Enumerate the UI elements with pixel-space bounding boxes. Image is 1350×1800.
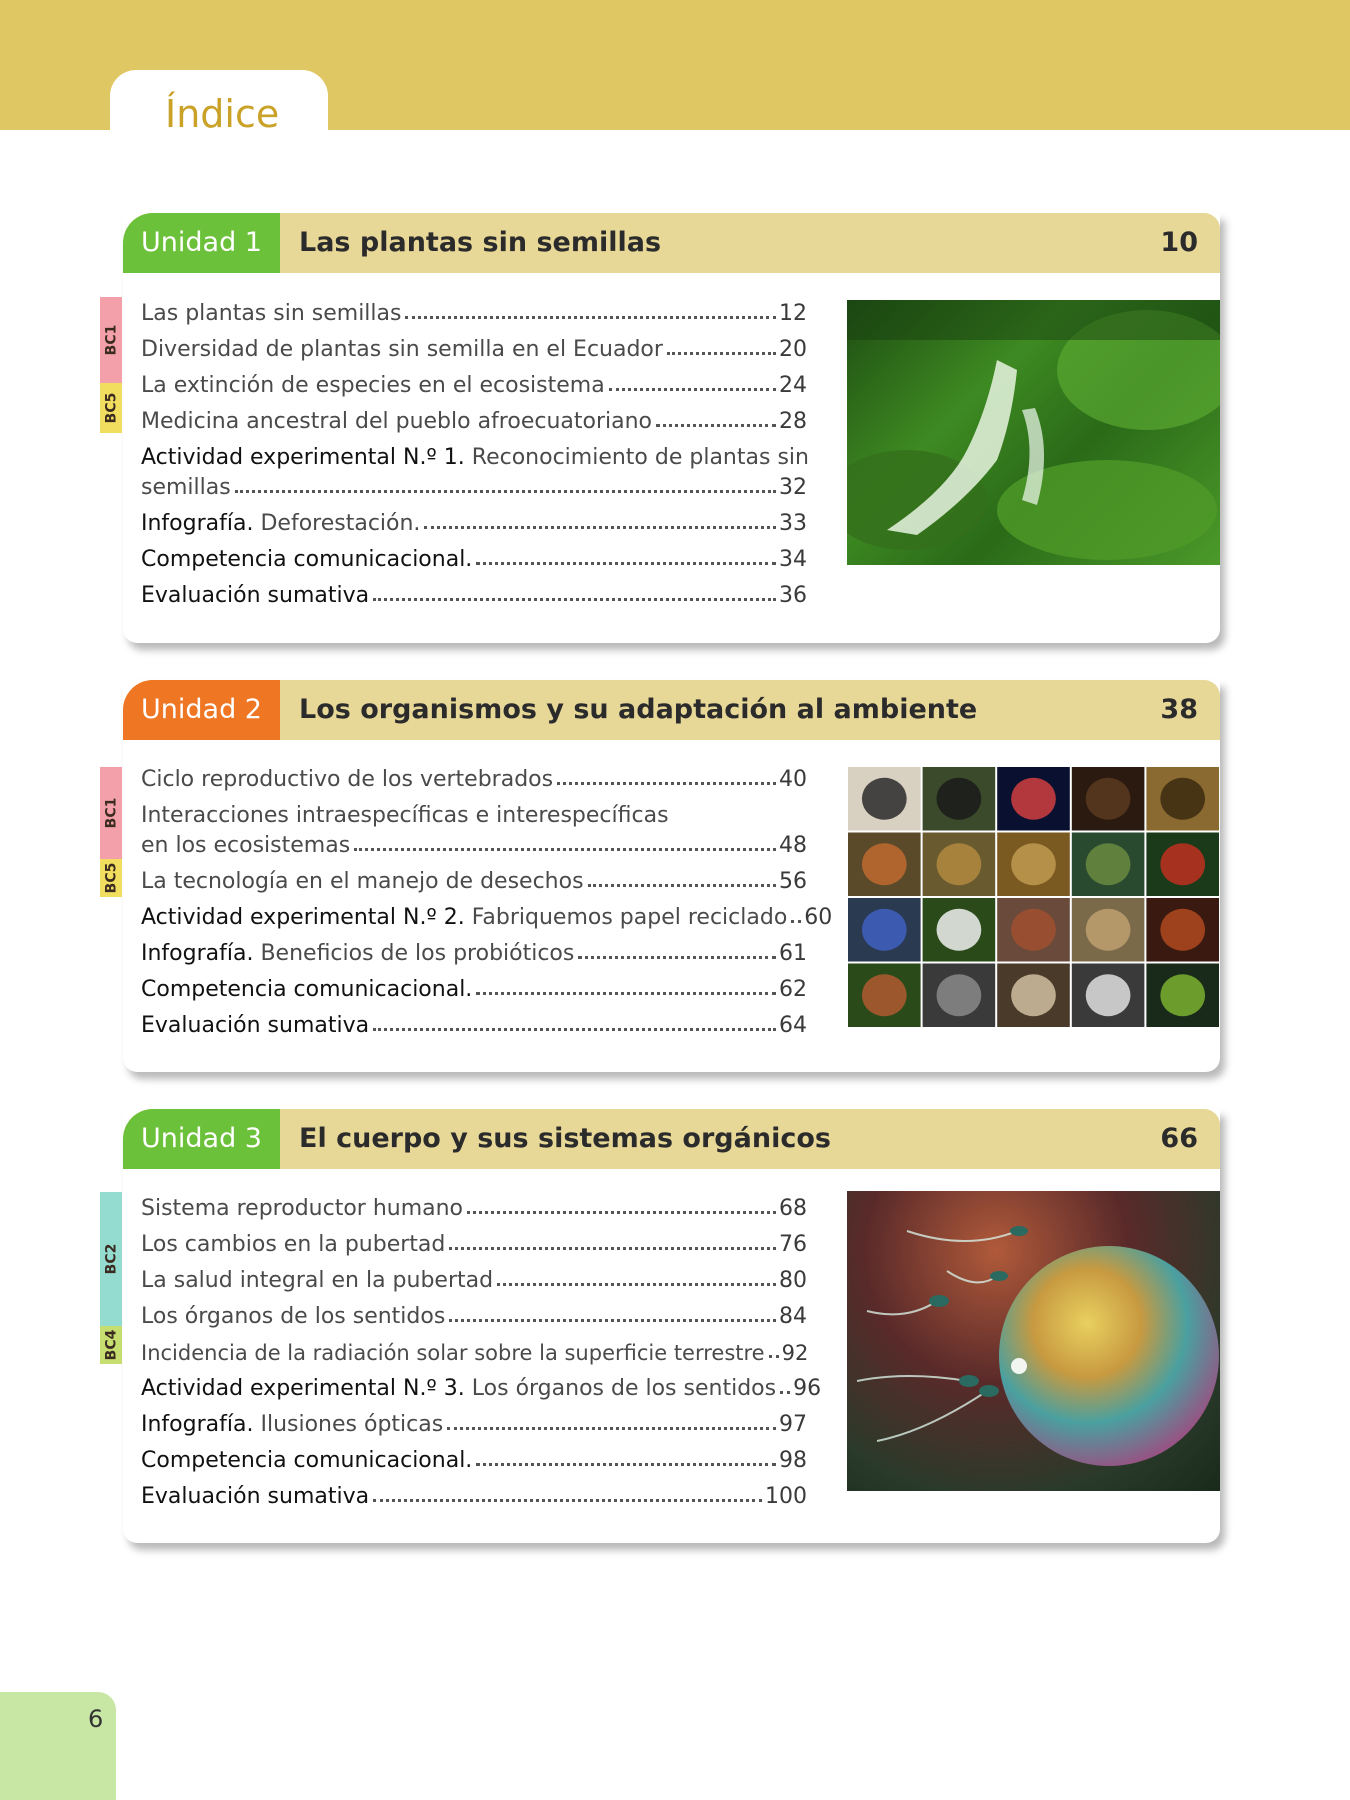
unit-3-header (123, 1109, 1220, 1169)
toc-entry[interactable]: Actividad experimental N.º 1. Reconocimiento de plantas sin semillas 32 (141, 445, 809, 500)
toc-entry[interactable]: Incidencia de la radiación solar sobre la superficie terrestre 92 (141, 1341, 809, 1365)
unit-3-label: Unidad 3 (123, 1109, 280, 1169)
fertilization-illustration (847, 1191, 1220, 1491)
forest-waterfall-photo (847, 300, 1220, 565)
bc1-label: BC1 (103, 324, 119, 356)
unit-3-page: 66 (1160, 1123, 1198, 1154)
toc-entry[interactable]: Evaluación sumativa 100 (141, 1484, 807, 1509)
unit-1-block-bar (100, 297, 122, 433)
toc-entry[interactable]: Actividad experimental N.º 3. Los órganos de los sentidos 96 (141, 1376, 822, 1401)
unit-3-block-bar (100, 1192, 122, 1364)
page-title: Índice (165, 92, 280, 136)
unit-1-header (123, 213, 1220, 273)
unit-2-header (123, 680, 1220, 740)
toc-entry[interactable]: Infografía. Ilusiones ópticas 97 (141, 1412, 807, 1437)
unit-2-block-bar (100, 767, 122, 897)
toc-entry[interactable]: Ciclo reproductivo de los vertebrados 40 (141, 767, 807, 792)
toc-entry[interactable]: Las plantas sin semillas 12 (141, 301, 807, 326)
toc-entry[interactable]: Competencia comunicacional. 34 (141, 547, 807, 572)
toc-entry[interactable]: La extinción de especies en el ecosistema 24 (141, 373, 807, 398)
toc-entry[interactable]: Sistema reproductor humano 68 (141, 1196, 807, 1221)
bc5-label: BC5 (103, 862, 119, 894)
unit-1-title: Las plantas sin semillas (299, 227, 662, 258)
toc-entry[interactable]: Infografía. Deforestación. 33 (141, 511, 807, 536)
bc5-label: BC5 (103, 392, 119, 424)
toc-entry[interactable]: La tecnología en el manejo de desechos 56 (141, 869, 807, 894)
toc-entry[interactable]: Competencia comunicacional. 62 (141, 977, 807, 1002)
unit-1-label: Unidad 1 (123, 213, 280, 273)
unit-3-title: El cuerpo y sus sistemas orgánicos (299, 1123, 831, 1154)
toc-entry[interactable]: Diversidad de plantas sin semilla en el Ecuador 20 (141, 337, 807, 362)
toc-entry[interactable]: Interacciones intraespecíficas e interespecíficas en los ecosistemas 48 (141, 803, 807, 858)
unit-2-label: Unidad 2 (123, 680, 280, 740)
bc1-label: BC1 (103, 797, 119, 829)
unit-2-title: Los organismos y su adaptación al ambiente (299, 694, 978, 725)
toc-entry[interactable]: Actividad experimental N.º 2. Fabriquemos papel reciclado 60 (141, 905, 833, 930)
toc-entry[interactable]: Medicina ancestral del pueblo afroecuatoriano 28 (141, 409, 807, 434)
unit-1-page: 10 (1160, 227, 1198, 258)
bc2-label: BC2 (103, 1243, 119, 1275)
toc-entry[interactable]: La salud integral en la pubertad 80 (141, 1268, 807, 1293)
toc-entry[interactable]: Evaluación sumativa 36 (141, 583, 807, 608)
page-number: 6 (88, 1705, 104, 1733)
toc-entry[interactable]: Competencia comunicacional. 98 (141, 1448, 807, 1473)
toc-entry[interactable]: Infografía. Beneficios de los probióticos 61 (141, 941, 807, 966)
toc-entry[interactable]: Evaluación sumativa 64 (141, 1013, 807, 1038)
toc-entry[interactable]: Los órganos de los sentidos 84 (141, 1304, 807, 1329)
bc4-label: BC4 (103, 1329, 119, 1361)
toc-entry[interactable]: Los cambios en la pubertad 76 (141, 1232, 807, 1257)
unit-2-page: 38 (1160, 694, 1198, 725)
animal-collage-photo (847, 766, 1220, 1028)
